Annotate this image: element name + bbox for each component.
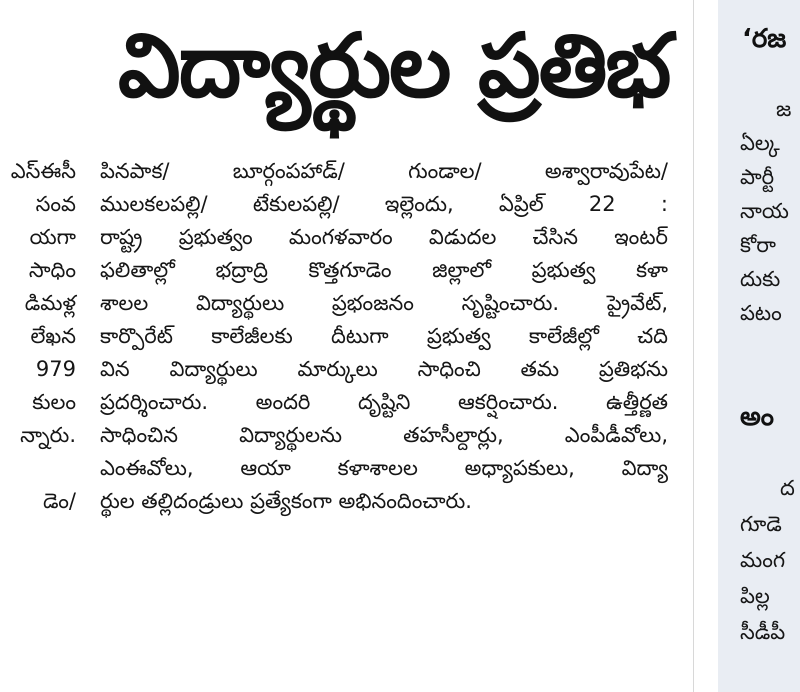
sidebar-text-2 — [740, 470, 795, 650]
body-line: పినపాక/ బూర్గంపహాడ్/ గుండాల/ అశ్వారావుపేట/ — [100, 159, 668, 183]
sidebar-line: ద — [780, 476, 795, 500]
sidebar-line: గూడె — [740, 512, 782, 536]
left-line: లేఖన — [30, 324, 76, 348]
body-line: శాలల విద్యార్థులు ప్రభంజనం సృష్టించారు. ప్రైవేట్, — [100, 291, 668, 315]
sidebar-line: పటం — [740, 301, 782, 325]
left-line: యగా — [29, 225, 76, 249]
sidebar-line: నాయ — [740, 199, 789, 223]
left-line: 979 — [35, 357, 76, 381]
body-line: ఎంఈవోలు, ఆయా కళాశాలల అధ్యాపకులు, విద్యా — [100, 456, 668, 480]
left-line: డిమళ్ల — [24, 291, 76, 315]
left-line: సాధిం — [28, 258, 76, 282]
body-line: ర్థుల తల్లిదండ్రులు ప్రత్యేకంగా అభినందించారు. — [100, 489, 472, 513]
body-line: సాధించిన విద్యార్థులను తహసీల్దార్లు, ఎంపీడీవోలు, — [100, 423, 668, 447]
body-line: ములకలపల్లి/ టేకులపల్లి/ ఇల్లెందు, ఏప్రిల్ 22 : — [100, 192, 668, 216]
sidebar-subheading: అం — [740, 402, 774, 432]
sidebar-headline: ‘రజ — [742, 24, 787, 54]
sidebar-line: పార్టీ — [740, 165, 775, 189]
sidebar-article — [718, 0, 800, 692]
body-line: ప్రదర్శించారు. అందరి దృష్టిని ఆకర్షించారు. ఉత్తీర్ణత — [100, 390, 668, 414]
sidebar-text — [740, 92, 791, 330]
sidebar-line: జ — [776, 97, 792, 121]
left-line: సంవ — [35, 192, 76, 216]
sidebar-line: దుకు — [740, 267, 781, 291]
left-line: న్నారు. — [20, 423, 76, 447]
left-line: కులం — [32, 390, 76, 414]
body-line: విన విద్యార్థులు మార్కులు సాధించి తమ ప్రతిభను — [100, 357, 668, 381]
body-line: కార్పొరేట్ కాలేజీలకు దీటుగా ప్రభుత్వ కాలేజీల్లో చది — [100, 324, 668, 348]
left-line: ఎస్‌ఈసీ — [10, 159, 76, 183]
body-line: ఫలితాల్లో భద్రాద్రి కొత్తగూడెం జిల్లాలో ప్రభుత్వ కళా — [100, 258, 668, 282]
sidebar-line: మంగ — [740, 548, 786, 572]
sidebar-line: పిల్ల — [740, 584, 770, 608]
left-column — [0, 155, 92, 518]
left-line: డెం/ — [43, 489, 76, 513]
column-divider — [693, 0, 694, 692]
article-headline: విద్యార్థుల ప్రతిభ — [118, 14, 670, 117]
left-line — [0, 452, 92, 485]
sidebar-line: సీడీపీ — [740, 620, 786, 644]
sidebar-line: కోరా — [740, 233, 776, 257]
body-line: రాష్ట్ర ప్రభుత్వం మంగళవారం విడుదల చేసిన ఇంటర్ — [100, 225, 668, 249]
sidebar-line: ఏల్క — [740, 131, 780, 155]
article-body — [100, 155, 668, 518]
